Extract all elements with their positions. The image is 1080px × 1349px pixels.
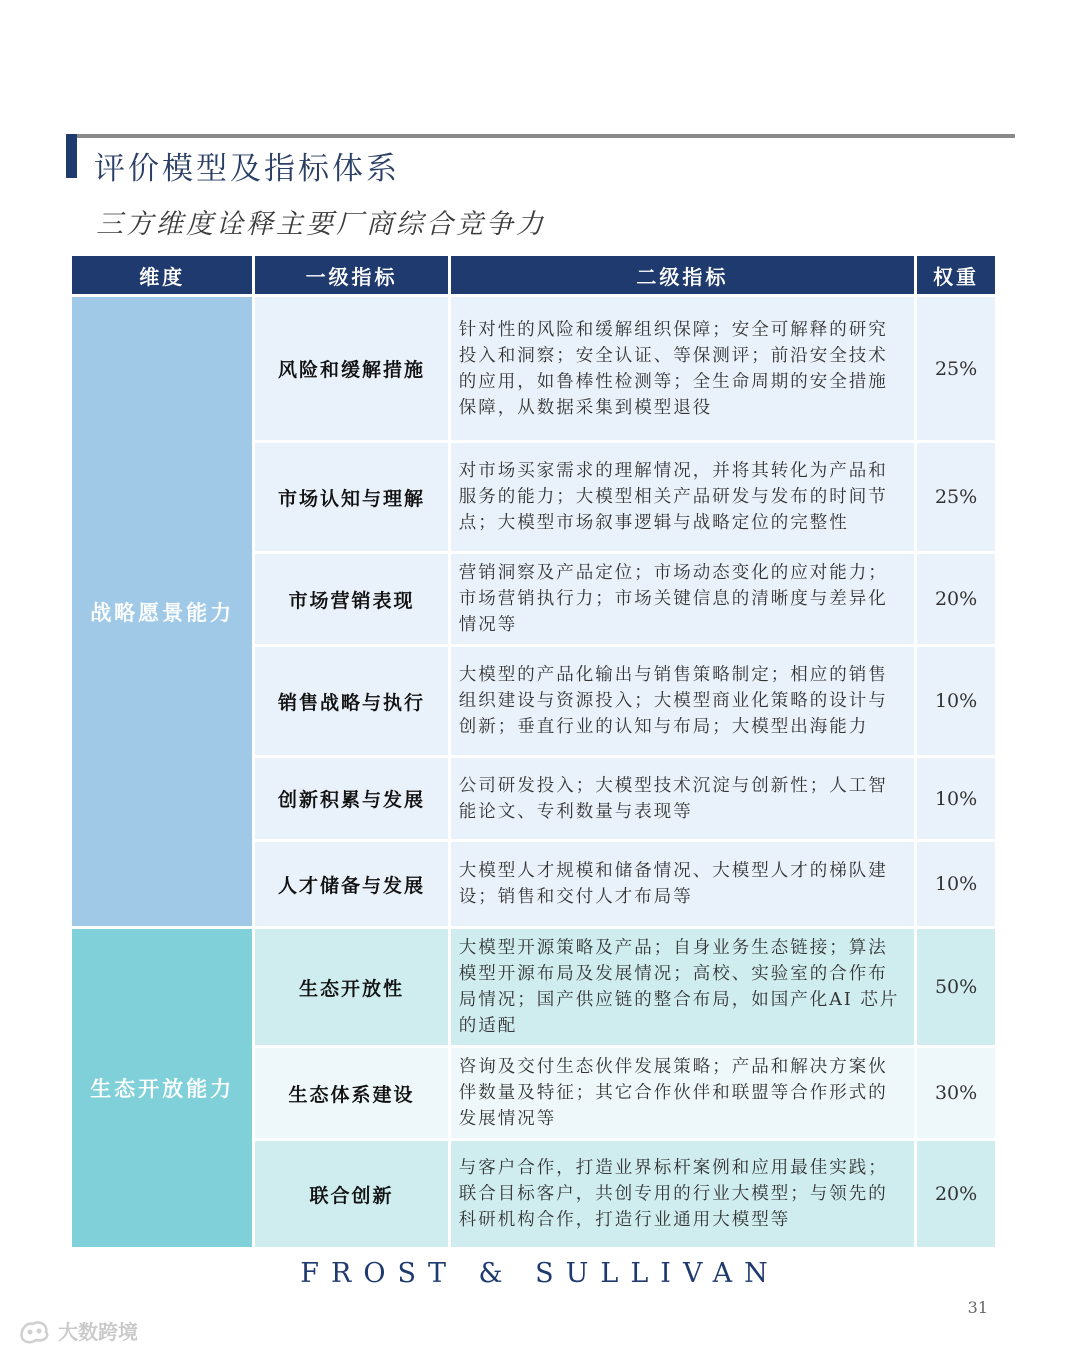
level1-cell: 市场认知与理解 bbox=[255, 443, 447, 551]
header-level1: 一级指标 bbox=[255, 256, 447, 294]
level2-cell: 与客户合作，打造业界标杆案例和应用最佳实践；联合目标客户，共创专用的行业大模型；与领先的科研机构合作，打造行业通用大模型等 bbox=[451, 1141, 914, 1247]
level1-cell: 联合创新 bbox=[255, 1141, 447, 1247]
weight-cell: 25% bbox=[917, 443, 995, 551]
weight-cell: 50% bbox=[917, 929, 995, 1045]
level1-cell: 生态体系建设 bbox=[255, 1048, 447, 1138]
level1-cell: 风险和缓解措施 bbox=[255, 297, 447, 440]
level2-cell: 针对性的风险和缓解组织保障；安全可解释的研究投入和洞察；安全认证、等保测评；前沿安全技术的应用，如鲁棒性检测等；全生命周期的安全措施保障，从数据采集到模型退役 bbox=[451, 297, 914, 440]
weight-cell: 10% bbox=[917, 758, 995, 839]
level1-cell: 创新积累与发展 bbox=[255, 758, 447, 839]
page-subtitle: 三方维度诠释主要厂商综合竞争力 bbox=[96, 209, 546, 240]
weight-cell: 25% bbox=[917, 297, 995, 440]
dimension-cell: 战略愿景能力 bbox=[72, 297, 252, 926]
title-accent-bar bbox=[66, 134, 77, 178]
weight-cell: 20% bbox=[917, 554, 995, 644]
level1-cell: 销售战略与执行 bbox=[255, 647, 447, 755]
level1-cell: 生态开放性 bbox=[255, 929, 447, 1045]
indicator-table bbox=[69, 253, 998, 1250]
level2-cell: 咨询及交付生态伙伴发展策略；产品和解决方案伙伴数量及特征；其它合作伙伴和联盟等合作形式的发展情况等 bbox=[451, 1048, 914, 1138]
level2-cell: 大模型开源策略及产品；自身业务生态链接；算法模型开源布局及发展情况；高校、实验室的合作布局情况；国产供应链的整合布局，如国产化AI 芯片的适配 bbox=[451, 929, 914, 1045]
table-row bbox=[72, 297, 995, 440]
weight-cell: 10% bbox=[917, 647, 995, 755]
watermark-text: 大数跨境 bbox=[58, 1320, 138, 1344]
level2-cell: 大模型的产品化输出与销售策略制定；相应的销售组织建设与资源投入；大模型商业化策略的设计与创新；垂直行业的认知与布局；大模型出海能力 bbox=[451, 647, 914, 755]
level2-cell: 营销洞察及产品定位；市场动态变化的应对能力；市场营销执行力；市场关键信息的清晰度与差异化情况等 bbox=[451, 554, 914, 644]
header-weight: 权重 bbox=[917, 256, 995, 294]
level1-cell: 市场营销表现 bbox=[255, 554, 447, 644]
page-number: 31 bbox=[967, 1298, 988, 1317]
page-title: 评价模型及指标体系 bbox=[94, 151, 400, 187]
level1-cell: 人才储备与发展 bbox=[255, 842, 447, 926]
header-level2: 二级指标 bbox=[451, 256, 914, 294]
level2-cell: 大模型人才规模和储备情况、大模型人才的梯队建设；销售和交付人才布局等 bbox=[451, 842, 914, 926]
weight-cell: 30% bbox=[917, 1048, 995, 1138]
watermark bbox=[18, 1316, 138, 1345]
weight-cell: 10% bbox=[917, 842, 995, 926]
dimension-cell: 生态开放能力 bbox=[72, 929, 252, 1247]
header-rule bbox=[66, 134, 1015, 138]
table-row bbox=[72, 929, 995, 1045]
level2-cell: 公司研发投入；大模型技术沉淀与创新性；人工智能论文、专利数量与表现等 bbox=[451, 758, 914, 839]
brand-logo-text: FROST & SULLIVAN bbox=[300, 1258, 780, 1289]
table-header-row bbox=[72, 256, 995, 294]
weight-cell: 20% bbox=[917, 1141, 995, 1247]
level2-cell: 对市场买家需求的理解情况，并将其转化为产品和服务的能力；大模型相关产品研发与发布的时间节点；大模型市场叙事逻辑与战略定位的完整性 bbox=[451, 443, 914, 551]
watermark-logo-icon bbox=[18, 1318, 52, 1344]
header-dimension: 维度 bbox=[72, 256, 252, 294]
